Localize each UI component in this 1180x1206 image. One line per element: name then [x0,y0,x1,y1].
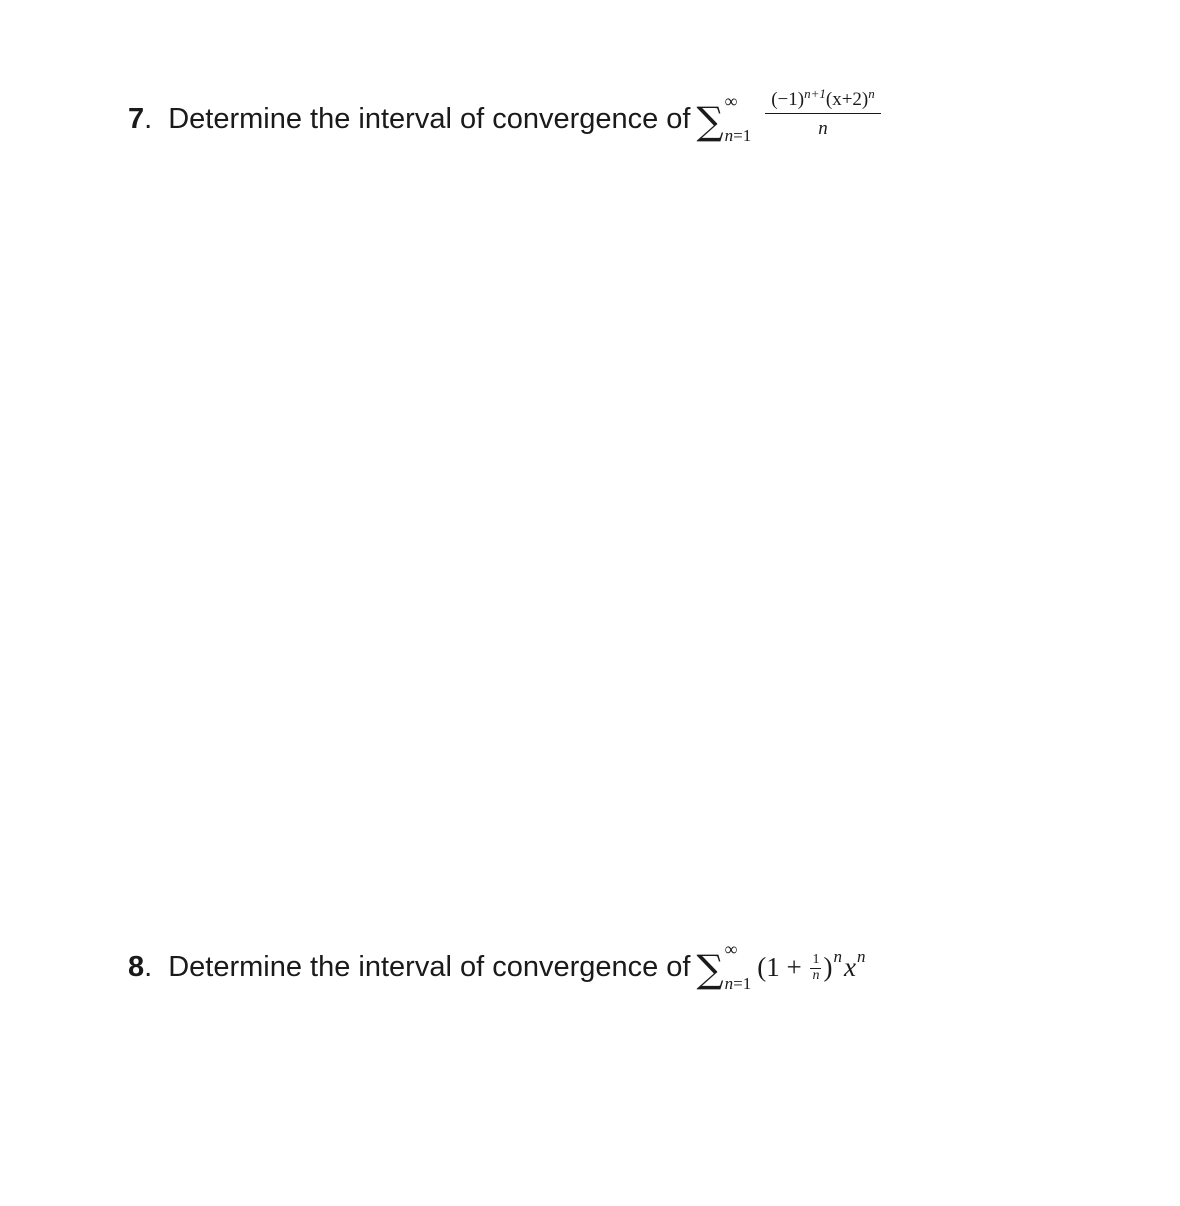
lower-limit-value: =1 [733,126,752,145]
upper-limit: ∞ [724,91,738,111]
fraction-denominator: n [818,118,828,139]
inner-fraction [810,953,821,983]
inner-fraction-numerator: 1 [812,951,820,967]
lower-limit-variable: n [724,974,734,993]
sigma-symbol: ∑ [696,99,724,143]
lower-limit [725,127,752,144]
paren-exponent: n [833,947,842,966]
numerator-base-a: (−1) [771,89,805,110]
summation [696,939,752,993]
lower-limit [725,975,752,992]
problem-7 [128,86,881,146]
problem-prompt: Determine the interval of convergence of [168,102,691,135]
variable-exponent: n [856,947,866,966]
lower-limit-variable: n [724,126,734,145]
summation-limits [724,939,752,993]
problem-number: 8 [128,950,145,983]
problem-8 [128,939,866,993]
problem-number: 7 [128,102,145,135]
upper-limit: ∞ [724,939,738,959]
expression-close: ) [823,951,833,982]
problem-prompt: Determine the interval of convergence of [168,950,691,983]
numerator-exponent-b: n [868,86,875,101]
numerator-base-b: (x+2) [825,89,869,110]
summation-limits [724,91,752,145]
sigma-symbol: ∑ [696,947,724,991]
series-term-fraction [765,86,881,140]
summation [696,91,752,145]
series-term-expression [757,947,866,983]
lower-limit-value: =1 [733,974,752,993]
inner-fraction-denominator: n [812,967,820,983]
problem-separator: . [144,102,153,135]
numerator-exponent-a: n+1 [804,86,826,101]
power-variable: x [843,951,856,982]
problem-separator: . [144,950,153,983]
expression-open: (1 + [757,951,809,982]
fraction-numerator [765,86,881,114]
